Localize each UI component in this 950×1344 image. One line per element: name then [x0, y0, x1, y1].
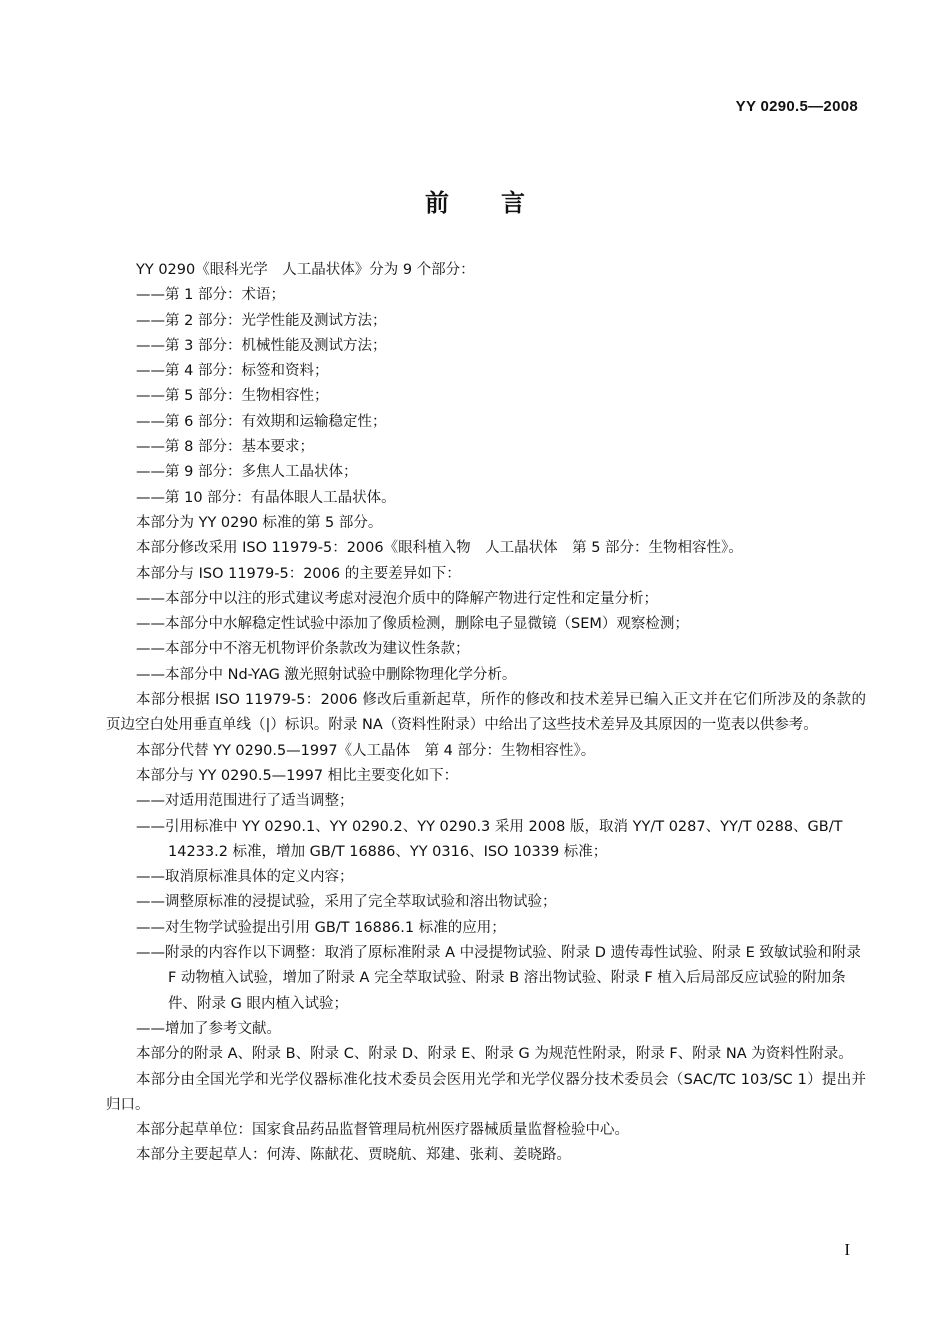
list-item: ——对生物学试验提出引用 GB/T 16886.1 标准的应用； — [136, 919, 506, 936]
list-item: ——本部分中水解稳定性试验中添加了像质检测，删除电子显微镜（SEM）观察检测； — [136, 616, 689, 633]
list-item: ——第 9 部分：多焦人工晶状体； — [136, 464, 358, 481]
paragraph: YY 0290《眼科光学 人工晶状体》分为 9 个部分： — [136, 262, 475, 278]
page-number: I — [844, 1240, 850, 1259]
paragraph: 本部分修改采用 ISO 11979-5：2006《眼科植入物 人工晶状体 第 5 部分：生物相容性》。 — [136, 540, 743, 557]
paragraph: 本部分起草单位：国家食品药品监督管理局杭州医疗器械质量监督检验中心。 — [136, 1122, 629, 1139]
list-item: ——第 5 部分：生物相容性； — [136, 388, 329, 405]
paragraph: 本部分主要起草人：何涛、陈献花、贾晓航、郑建、张莉、姜晓路。 — [136, 1147, 571, 1164]
list-item: ——引用标准中 YY 0290.1、YY 0290.2、YY 0290.3 采用 2008 版，取消 YY/T 0287、YY/T 0288、GB/T 14233.2 标准，增加 GB/T 16886、YY 0316、ISO 10339 标准； — [136, 818, 843, 860]
list-item: ——第 3 部分：机械性能及测试方法； — [136, 337, 387, 354]
paragraph: 本部分与 ISO 11979-5：2006 的主要差异如下： — [136, 565, 461, 582]
paragraph: 本部分代替 YY 0290.5—1997《人工晶体 第 4 部分：生物相容性》。 — [136, 742, 596, 759]
list-item: ——第 2 部分：光学性能及测试方法； — [136, 312, 387, 329]
standard-code: YY 0290.5—2008 — [735, 98, 858, 115]
list-item: ——本部分中 Nd-YAG 激光照射试验中删除物理化学分析。 — [136, 666, 517, 683]
list-item: ——第 1 部分：术语； — [136, 287, 285, 304]
page-title — [0, 183, 950, 218]
list-item: ——取消原标准具体的定义内容； — [136, 869, 354, 886]
paragraph: 本部分与 YY 0290.5—1997 相比主要变化如下： — [136, 767, 459, 784]
title-char-1: 前 — [425, 189, 449, 217]
list-item: ——附录的内容作以下调整：取消了原标准附录 A 中浸提物试验、附录 D 遗传毒性试验、附录 E 致敏试验和附录 F 动物植入试验，增加了附录 A 完全萃取试验、附录 B 溶出物试验、附录 F 植入后局部反应试验的附加条件、附录 G 眼内植入试验； — [136, 945, 861, 1012]
foreword-body — [106, 258, 866, 1169]
list-item: ——调整原标准的浸提试验，采用了完全萃取试验和溶出物试验； — [136, 894, 557, 911]
list-item: ——本部分中不溶无机物评价条款改为建议性条款； — [136, 641, 470, 658]
list-item: ——增加了参考文献。 — [136, 1020, 281, 1037]
paragraph: 本部分根据 ISO 11979-5：2006 修改后重新起草，所作的修改和技术差异已编入正文并在它们所涉及的条款的页边空白处用垂直单线（|）标识。附录 NA（资料性附录）中给出了这些技术差异及其原因的一览表以供参考。 — [106, 692, 866, 734]
list-item: ——第 10 部分：有晶体眼人工晶状体。 — [136, 489, 396, 506]
list-item: ——对适用范围进行了适当调整； — [136, 793, 354, 810]
list-item: ——第 8 部分：基本要求； — [136, 439, 314, 456]
list-item: ——本部分中以注的形式建议考虑对浸泡介质中的降解产物进行定性和定量分析； — [136, 590, 658, 607]
list-item: ——第 6 部分：有效期和运输稳定性； — [136, 413, 387, 430]
paragraph: 本部分由全国光学和光学仪器标准化技术委员会医用光学和光学仪器分技术委员会（SAC/TC 103/SC 1）提出并归口。 — [106, 1071, 866, 1113]
paragraph: 本部分为 YY 0290 标准的第 5 部分。 — [136, 514, 383, 531]
title-char-2: 言 — [501, 189, 525, 217]
paragraph: 本部分的附录 A、附录 B、附录 C、附录 D、附录 E、附录 G 为规范性附录，附录 F、附录 NA 为资料性附录。 — [136, 1046, 853, 1063]
list-item: ——第 4 部分：标签和资料； — [136, 363, 329, 380]
